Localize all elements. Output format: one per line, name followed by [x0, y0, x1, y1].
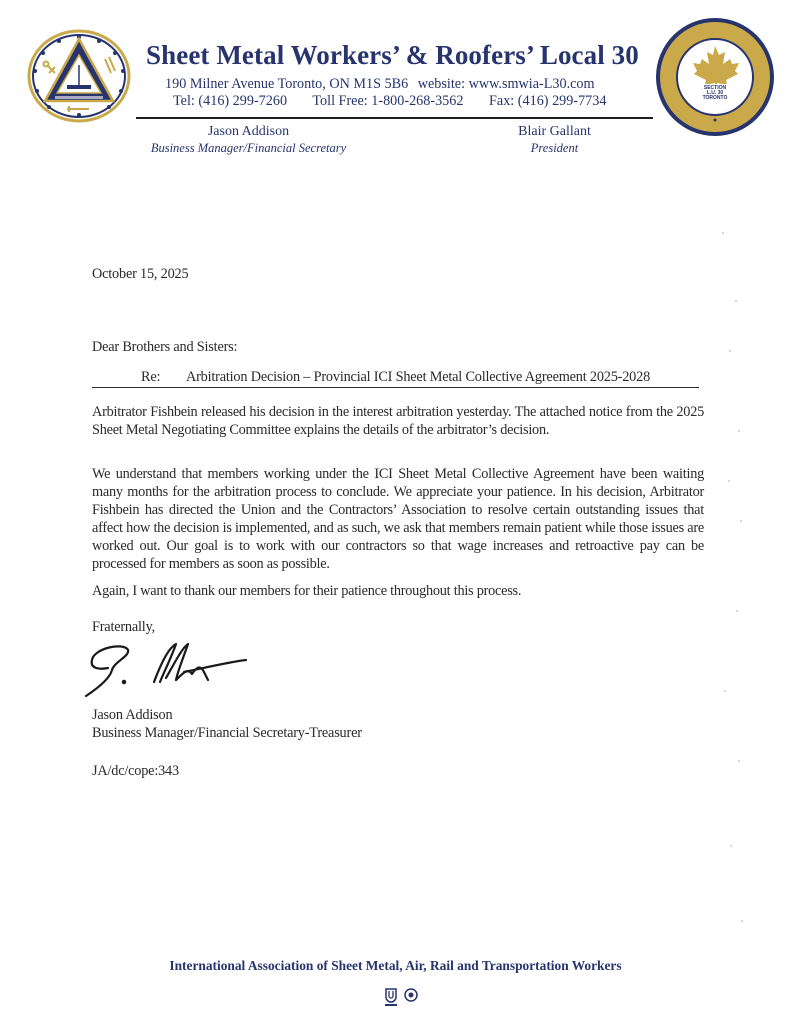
- address: 190 Milner Avenue Toronto, ON M1S 5B6: [165, 76, 409, 92]
- svg-text:TORONTO: TORONTO: [702, 95, 728, 101]
- signature-icon: [84, 638, 254, 700]
- contact-line: [173, 93, 606, 110]
- salutation: Dear Brothers and Sisters:: [92, 339, 238, 355]
- smw-union-seal-icon: [27, 29, 131, 123]
- header-divider: [136, 117, 653, 119]
- maple-leaf-seal-icon: [654, 16, 776, 138]
- paragraph-1: Arbitrator Fishbein released his decision in the interest arbitration yesterday. The attached notice from the 2025 Sheet Metal Negotiating Committee explains the details of the arbitrator’s decision.: [92, 404, 704, 438]
- officer-president: [497, 124, 612, 156]
- officer-role: President: [530, 141, 579, 155]
- address-line: [165, 76, 601, 93]
- paragraph-2: We understand that members working under the ICI Sheet Metal Collective Agreement have been waiting many months for the arbitration process to conclude. We appreciate your patience. In his decision, Arbitrator Fishbein has directed the Union and the Contractors’ Association to resolve certain outstanding issues that affect how the decision is implemented, and as such, we ask that members remain patient while those issues are worked out. Our goal is to work with our contractors so that wage increases and retroactive pay can be processed for members as soon as possible.: [92, 466, 704, 572]
- org-name: Sheet Metal Workers’ & Roofers’ Local 30: [146, 40, 639, 70]
- officer-name: Jason Addison: [207, 124, 290, 139]
- signer-name: Jason Addison: [92, 707, 173, 723]
- footer-org-name: International Association of Sheet Metal, Air, Rail and Transportation Workers: [169, 958, 622, 973]
- svg-text:SECTION: SECTION: [703, 85, 727, 91]
- subject-line: [92, 369, 699, 388]
- recycle-seal-icon: [405, 989, 417, 1001]
- officer-business-manager: [136, 124, 361, 156]
- officer-name: Blair Gallant: [518, 124, 591, 139]
- letter-date: October 15, 2025: [92, 266, 189, 282]
- reference-code: JA/dc/cope:343: [92, 763, 179, 779]
- website[interactable]: website: www.smwia-L30.com: [417, 76, 595, 92]
- telephone: Tel: (416) 299-7260: [173, 93, 288, 109]
- paragraph-3: Again, I want to thank our members for their patience throughout this process.: [92, 583, 522, 599]
- closing: Fraternally,: [92, 619, 155, 635]
- letterhead: [0, 0, 791, 160]
- svg-text:L.U. 30: L.U. 30: [706, 90, 724, 96]
- signer-title: Business Manager/Financial Secretary-Treasurer: [92, 725, 362, 741]
- officer-role: Business Manager/Financial Secretary: [150, 141, 347, 155]
- re-label: Re:: [141, 369, 161, 385]
- toll-free: Toll Free: 1-800-268-3562: [312, 93, 464, 109]
- re-subject: Arbitration Decision – Provincial ICI Sheet Metal Collective Agreement 2025-2028: [186, 369, 651, 385]
- fax: Fax: (416) 299-7734: [489, 93, 607, 109]
- union-bug-icon: [385, 989, 397, 1006]
- footer-icons: [382, 987, 422, 1009]
